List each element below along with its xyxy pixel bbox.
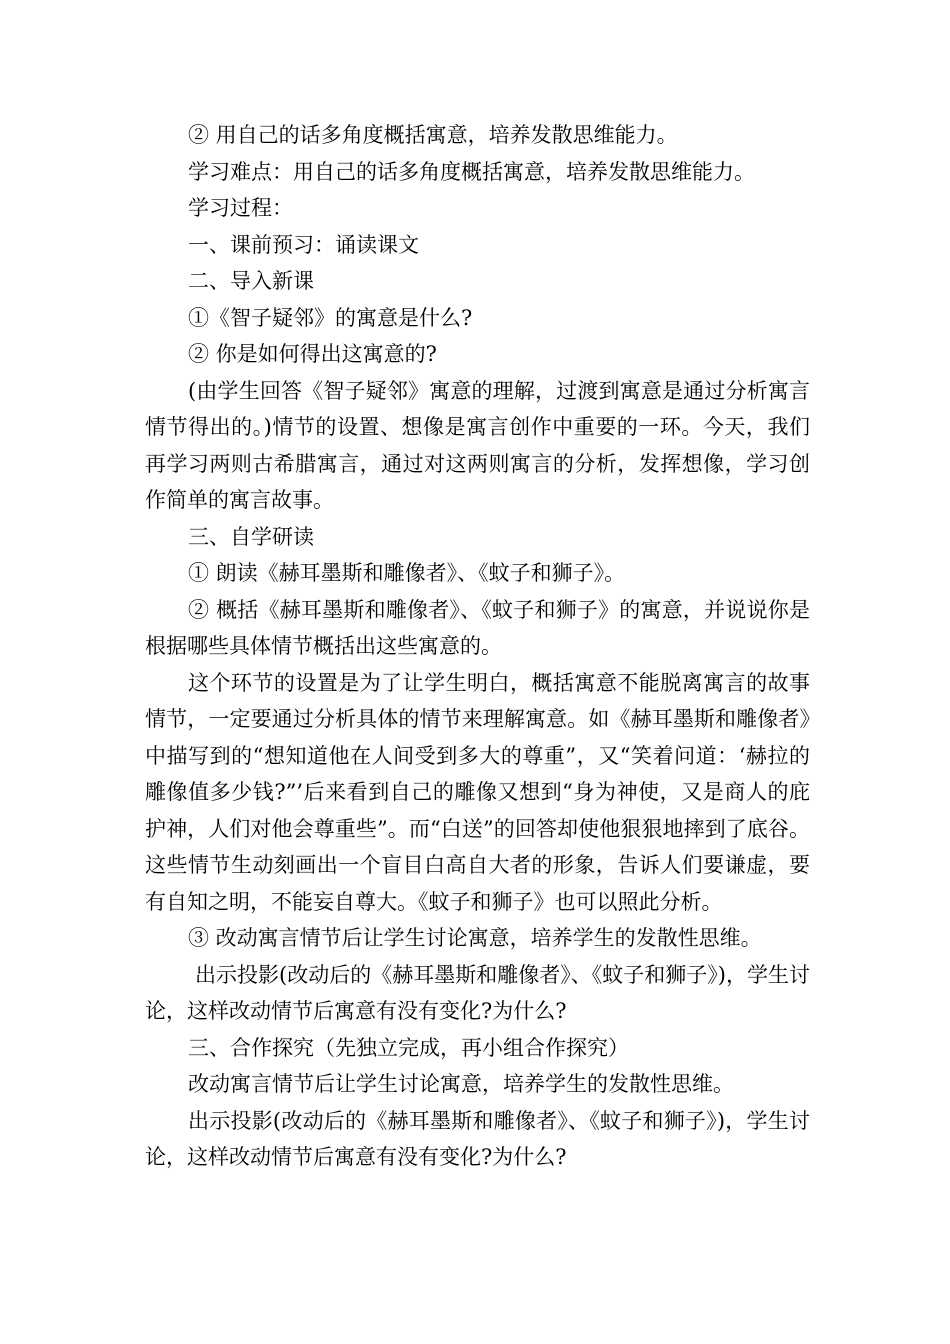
intro-question-2: ② 你是如何得出这寓意的? <box>188 342 437 366</box>
document-body <box>145 117 810 1176</box>
projection-discussion-1: 出示投影(改动后的《赫耳墨斯和雕像者》、《蚊子和狮子》)，学生讨论，这样改动情节后寓意有没有变化?为什么? <box>145 962 810 1023</box>
intro-question-1: ①《智子疑邻》的寓意是什么? <box>188 305 473 330</box>
learning-difficulty: 学习难点：用自己的话多角度概括寓意，培养发散思维能力。 <box>188 159 755 184</box>
section-preview-heading: 一、课前预习：诵读课文 <box>188 232 419 257</box>
analysis-paragraph: 这个环节的设置是为了让学生明白，概括寓意不能脱离寓言的故事情节，一定要通过分析具体的情节来理解寓意。如《赫耳墨斯和雕像者》中描写到的“想知道他在人间受到多大的尊重”，又“笑着问道：‘赫拉的雕像值多少钱?”’后来看到自己的雕像又想到“身为神使，又是商人的庇护神，人们对他会尊重些”。而“白送”的回答却使他狠狠地摔到了底谷。这些情节生动刻画出一个盲目白高自大者的形象，告诉人们要谦虚，要有自知之明，不能妄自尊大。《蚊子和狮子》也可以照此分析。 <box>145 670 810 914</box>
section-cooperation-heading: 三、合作探究（先独立完成，再小组合作探究） <box>188 1035 629 1060</box>
self-study-item-3: ③ 改动寓言情节后让学生讨论寓意，培养学生的发散性思维。 <box>188 926 762 950</box>
projection-discussion-2: 出示投影(改动后的《赫耳墨斯和雕像者》、《蚊子和狮子》)，学生讨论，这样改动情节后寓意有没有变化?为什么? <box>145 1108 810 1169</box>
cooperation-paragraph: 改动寓言情节后让学生讨论寓意，培养学生的发散性思维。 <box>188 1072 734 1096</box>
self-study-item-2: ② 概括《赫耳墨斯和雕像者》、《蚊子和狮子》的寓意，并说说你是根据哪些具体情节概括出这些寓意的。 <box>145 597 810 658</box>
objective-2: ② 用自己的话多角度概括寓意，培养发散思维能力。 <box>188 123 678 147</box>
section-intro-heading: 二、导入新课 <box>188 269 314 293</box>
intro-paragraph: (由学生回答《智子疑邻》寓意的理解，过渡到寓意是通过分析寓言情节得出的。)情节的设置、想像是寓言创作中重要的一环。今天，我们再学习两则古希腊寓言，通过对这两则寓言的分析，发挥想像，学习创作简单的寓言故事。 <box>145 378 810 512</box>
self-study-item-1: ① 朗读《赫耳墨斯和雕像者》、《蚊子和狮子》。 <box>188 561 626 585</box>
learning-process-heading: 学习过程： <box>188 196 293 220</box>
section-self-study-heading: 三、自学研读 <box>188 524 314 549</box>
